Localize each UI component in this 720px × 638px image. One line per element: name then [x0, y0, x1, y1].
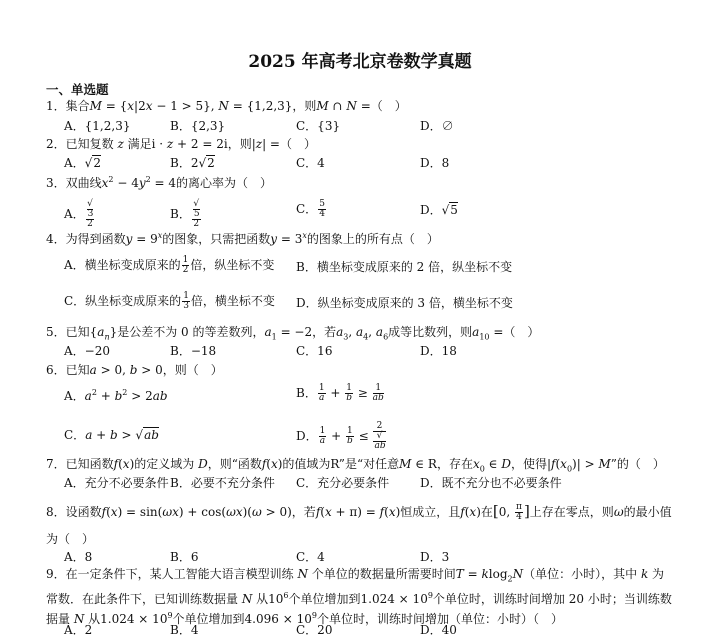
- q6-option-d: D． $\frac{1}{a}$ + $\frac{1}{b}$ ≤ 2 √ ab: [296, 421, 386, 451]
- q5-option-a: A．−20: [64, 344, 110, 358]
- q3-option-c: C． $\frac{5}{4}$: [296, 199, 325, 219]
- q2-option-a: A．√2: [64, 156, 101, 170]
- question-4-stem: 4．为得到函数$y = 9^x$的图象，只需把函数$y = 3^x$的图象上的所有点（ ）: [46, 231, 439, 246]
- q4-option-b: B．横坐标变成原来的 2 倍，纵坐标不变: [296, 260, 513, 274]
- q6-option-c: C．a + b > √ab: [64, 428, 159, 442]
- q2-option-c: C．4: [296, 156, 325, 170]
- q4-option-c: C．纵坐标变成原来的 $\frac{1}{3}$ 倍，横坐标不变: [64, 291, 275, 311]
- q9-option-d: D．40: [420, 623, 457, 637]
- q3-option-a: A． √ 3 2: [64, 199, 94, 229]
- q8-option-b: B．6: [170, 550, 199, 564]
- q7-option-c: C．充分必要条件: [296, 476, 390, 490]
- q1-option-d: D．∅: [420, 119, 454, 133]
- question-8-stem-cont: 为（ ）: [46, 532, 95, 546]
- q8-option-c: C．4: [296, 550, 325, 564]
- q6-option-a: A．$a^2 + b^2 > 2ab$: [64, 388, 168, 403]
- question-6-stem: 6．已知a > 0, b > 0，则（ ）: [46, 363, 223, 377]
- q2-option-b: B．2√2: [170, 156, 215, 170]
- q5-option-d: D．18: [420, 344, 457, 358]
- question-2-stem: 2．已知复数 z 满足i · z + 2 = 2i，则|z| =（ ）: [46, 137, 316, 151]
- q4-option-d: D．纵坐标变成原来的 3 倍，横坐标不变: [296, 296, 513, 310]
- q7-option-a: A．充分不必要条件: [64, 476, 169, 490]
- q2-option-d: D．8: [420, 156, 450, 170]
- q9-option-a: A．2: [64, 623, 93, 637]
- q4-option-a: A．横坐标变成原来的 $\frac{1}{2}$ 倍，纵坐标不变: [64, 255, 275, 275]
- q1-option-b: B．{2,3}: [170, 119, 226, 133]
- q5-option-c: C．16: [296, 344, 333, 358]
- q1-option-a: A．{1,2,3}: [64, 119, 131, 133]
- q1-option-c: C．{3}: [296, 119, 341, 133]
- q3-option-d: D．√5: [420, 203, 458, 217]
- q6-option-b: B． $\frac{1}{a}$ + $\frac{1}{b}$ ≥ $\frac{1}{ab}$: [296, 383, 384, 403]
- question-5-stem: 5．已知$\{a_n\}$是公差不为 0 的等差数列，$a_1 = -2$，若$a_3$, $a_4$, $a_6$成等比数列，则$a_{10}$ =（ ）: [46, 325, 540, 342]
- q3-option-b: B． √ 5 2: [170, 199, 200, 229]
- q7-option-d: D．既不充分也不必要条件: [420, 476, 562, 490]
- page-title: 2025 年高考北京卷数学真题: [248, 52, 472, 72]
- question-1-stem: 1．集合M = {x|2x − 1 > 5}, N = {1,2,3}，则M ∩ N =（ ）: [46, 99, 407, 113]
- q8-option-d: D．3: [420, 550, 450, 564]
- question-9-stem: 9．在一定条件下，某人工智能大语言模型训练 N 个单位的数据量所需要时间T = klog$_2$N（单位：小时），其中 k 为常数．在此条件下，已知训练数据量 N 从$10^6$个单位增加到$1.024 \times 10^9$个单位时，训练时间增加 20 小时；当训练数据量 N 从$1.024 \times 10^9$个单位增加到$4.096 \times 10^9$个单位时，训练时间增加（单位：小时）（ ）: [46, 567, 672, 626]
- q7-option-b: B．必要不充分条件: [170, 476, 275, 490]
- section-heading: 一、单选题: [46, 82, 109, 97]
- q9-option-b: B．4: [170, 623, 199, 637]
- question-3-stem: 3．双曲线$x^2 - 4y^2 = 4$的离心率为（ ）: [46, 175, 273, 190]
- q8-option-a: A．8: [64, 550, 93, 564]
- question-7-stem: 7．已知函数f(x)的定义域为 D，则“函数f(x)的值域为R”是“对任意M ∈ R，存在$x_0$ ∈ D，使得$|f(x_0)| > M$”的（ ）: [46, 457, 665, 474]
- question-8-stem: 8．设函数f(x) = sin(ωx) + cos(ωx)(ω > 0)，若f(x + π) = f(x)恒成立，且f(x)在[0, $\frac{\pi}{4}$ ]上存在零点，则ω的最小值: [46, 502, 672, 522]
- q5-option-b: B．−18: [170, 344, 217, 358]
- q9-option-c: C．20: [296, 623, 333, 637]
